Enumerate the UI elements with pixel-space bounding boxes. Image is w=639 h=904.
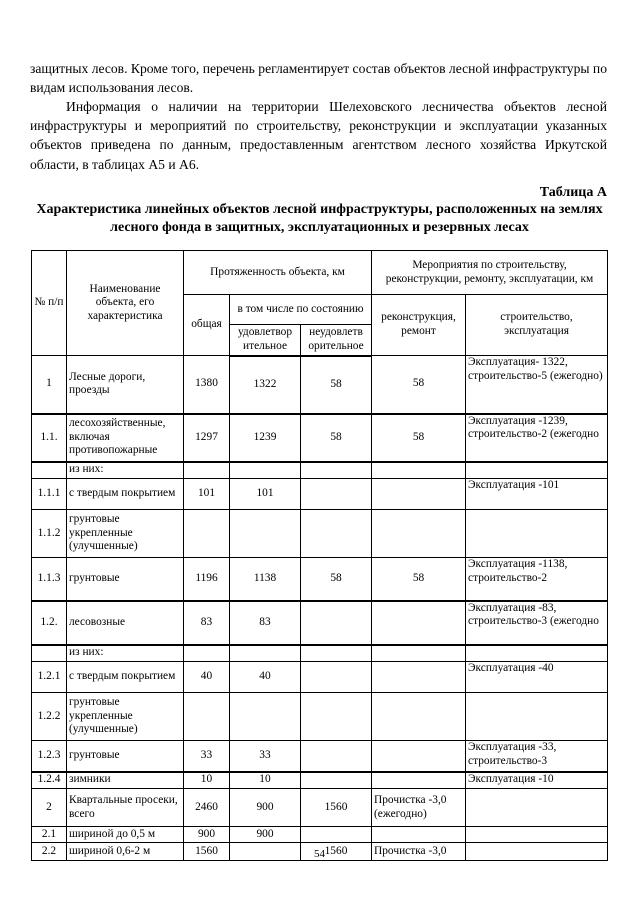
table-row — [32, 827, 608, 843]
row-bad-length — [301, 510, 372, 558]
header-build: строительство, эксплуатация — [466, 295, 608, 356]
row-good-length: 1239 — [230, 414, 301, 462]
row-good-length — [230, 693, 301, 741]
row-bad-length — [301, 693, 372, 741]
row-reconstruction — [372, 479, 466, 510]
row-reconstruction — [372, 827, 466, 843]
intro-paragraph-2: Информация о наличии на территории Шелеховского лесничества объектов лесной инфраструктуры и мероприятий по строительству, реконструкции и эксплуатации указанных объектов приведена по данным, предоставленным агентством лесного хозяйства Иркутской области, в таблицах А5 и А6. — [30, 99, 607, 172]
header-incl: в том числе по состоянию — [230, 295, 372, 325]
row-total-length: 1560 — [184, 843, 230, 861]
table-row — [32, 414, 608, 462]
row-number: 2 — [32, 789, 67, 827]
table-row — [32, 510, 608, 558]
row-good-length: 1138 — [230, 558, 301, 601]
row-reconstruction — [372, 741, 466, 772]
row-reconstruction: Прочистка -3,0 (ежегодно) — [372, 789, 466, 827]
row-number: 1.2.2 — [32, 693, 67, 741]
row-construction: Эксплуатация -1138, строительство-2 — [466, 558, 608, 601]
row-construction — [466, 510, 608, 558]
row-name: грунтовые — [67, 741, 184, 772]
row-total-length — [184, 645, 230, 662]
row-construction: Эксплуатация -10 — [466, 772, 608, 789]
row-good-length — [230, 510, 301, 558]
row-total-length: 33 — [184, 741, 230, 772]
row-name: из них: — [67, 645, 184, 662]
row-good-length — [230, 462, 301, 479]
infrastructure-table — [31, 250, 608, 861]
row-good-length: 900 — [230, 789, 301, 827]
row-total-length — [184, 462, 230, 479]
row-construction: Эксплуатация -1239, строительство-2 (ежегодно — [466, 414, 608, 462]
row-number: 1.2.1 — [32, 662, 67, 693]
row-good-length: 900 — [230, 827, 301, 843]
row-total-length: 10 — [184, 772, 230, 789]
table-title: Характеристика линейных объектов лесной инфраструктуры, расположенных на землях лесного фонда в защитных, эксплуатационных и резервных лесах — [36, 202, 603, 235]
row-reconstruction — [372, 462, 466, 479]
row-bad-length: 58 — [301, 558, 372, 601]
row-number — [32, 462, 67, 479]
row-reconstruction: Прочистка -3,0 — [372, 843, 466, 861]
row-reconstruction — [372, 772, 466, 789]
row-reconstruction — [372, 693, 466, 741]
table-row — [32, 693, 608, 741]
row-name: с твердым покрытием — [67, 662, 184, 693]
table-row — [32, 601, 608, 645]
row-construction — [466, 693, 608, 741]
row-good-length: 1322 — [230, 356, 301, 414]
row-bad-length — [301, 479, 372, 510]
row-bad-length — [301, 645, 372, 662]
row-name: шириной до 0,5 м — [67, 827, 184, 843]
row-number: 2.1 — [32, 827, 67, 843]
row-bad-length — [301, 662, 372, 693]
row-total-length: 2460 — [184, 789, 230, 827]
row-bad-length: 58 — [301, 356, 372, 414]
table-row — [32, 741, 608, 772]
header-recon: реконструкция, ремонт — [372, 295, 466, 356]
row-construction — [466, 789, 608, 827]
row-total-length — [184, 510, 230, 558]
row-total-length — [184, 693, 230, 741]
table-row — [32, 462, 608, 479]
row-bad-length — [301, 601, 372, 645]
table-row — [32, 356, 608, 414]
row-reconstruction: 58 — [372, 414, 466, 462]
row-reconstruction — [372, 510, 466, 558]
row-name: шириной 0,6-2 м — [67, 843, 184, 861]
header-measures: Мероприятия по строительству, реконструкции, ремонту, эксплуатации, км — [372, 251, 608, 295]
header-bad: неудовлетв орительное — [301, 325, 372, 356]
row-bad-length — [301, 741, 372, 772]
row-construction — [466, 827, 608, 843]
row-construction: Эксплуатация -33, строительство-3 — [466, 741, 608, 772]
header-length: Протяженность объекта, км — [184, 251, 372, 295]
row-number: 1.1.1 — [32, 479, 67, 510]
row-name: из них: — [67, 462, 184, 479]
table-row — [32, 645, 608, 662]
table-row — [32, 789, 608, 827]
row-number: 1.2.3 — [32, 741, 67, 772]
table-row — [32, 662, 608, 693]
row-number — [32, 645, 67, 662]
page-number: 54 — [314, 848, 325, 860]
row-name: зимники — [67, 772, 184, 789]
row-number: 1.1.3 — [32, 558, 67, 601]
row-name: Квартальные просеки, всего — [67, 789, 184, 827]
row-name: лесохозяйственные, включая противопожарные — [67, 414, 184, 462]
row-bad-length: 58 — [301, 414, 372, 462]
row-number: 1.2. — [32, 601, 67, 645]
row-total-length: 83 — [184, 601, 230, 645]
intro-paragraph-1: защитных лесов. Кроме того, перечень регламентирует состав объектов лесной инфраструктуры по видам использования лесов. — [30, 61, 607, 96]
row-construction: Эксплуатация -101 — [466, 479, 608, 510]
row-name: с твердым покрытием — [67, 479, 184, 510]
row-bad-length: 1560 — [301, 843, 372, 861]
row-total-length: 900 — [184, 827, 230, 843]
row-number: 1.2.4 — [32, 772, 67, 789]
row-reconstruction — [372, 601, 466, 645]
row-total-length: 1380 — [184, 356, 230, 414]
row-good-length: 83 — [230, 601, 301, 645]
row-construction: Эксплуатация -40 — [466, 662, 608, 693]
table-row — [32, 479, 608, 510]
row-good-length: 101 — [230, 479, 301, 510]
row-number: 2.2 — [32, 843, 67, 861]
header-good: удовлетвор ительное — [230, 325, 301, 356]
header-num: № п/п — [32, 251, 67, 356]
row-total-length: 101 — [184, 479, 230, 510]
row-name: грунтовые — [67, 558, 184, 601]
row-construction — [466, 462, 608, 479]
row-construction: Эксплуатация- 1322, строительство-5 (ежегодно) — [466, 356, 608, 414]
row-name: Лесные дороги, проезды — [67, 356, 184, 414]
header-name: Наименование объекта, его характеристика — [67, 251, 184, 356]
row-good-length: 10 — [230, 772, 301, 789]
row-bad-length — [301, 462, 372, 479]
row-bad-length — [301, 772, 372, 789]
row-good-length — [230, 645, 301, 662]
row-name: грунтовые укрепленные (улучшенные) — [67, 510, 184, 558]
row-total-length: 1297 — [184, 414, 230, 462]
table-row — [32, 558, 608, 601]
row-bad-length: 1560 — [301, 789, 372, 827]
table-number: Таблица А — [539, 185, 607, 200]
table-row — [32, 772, 608, 789]
header-total: общая — [184, 295, 230, 356]
row-number: 1.1.2 — [32, 510, 67, 558]
row-total-length: 1196 — [184, 558, 230, 601]
row-name: грунтовые укрепленные (улучшенные) — [67, 693, 184, 741]
row-number: 1.1. — [32, 414, 67, 462]
row-total-length: 40 — [184, 662, 230, 693]
row-bad-length — [301, 827, 372, 843]
row-reconstruction — [372, 645, 466, 662]
row-reconstruction — [372, 662, 466, 693]
row-good-length: 33 — [230, 741, 301, 772]
row-reconstruction: 58 — [372, 356, 466, 414]
row-good-length: 40 — [230, 662, 301, 693]
row-name: лесовозные — [67, 601, 184, 645]
row-number: 1 — [32, 356, 67, 414]
row-construction: Эксплуатация -83, строительство-3 (ежегодно — [466, 601, 608, 645]
row-reconstruction: 58 — [372, 558, 466, 601]
row-construction — [466, 645, 608, 662]
